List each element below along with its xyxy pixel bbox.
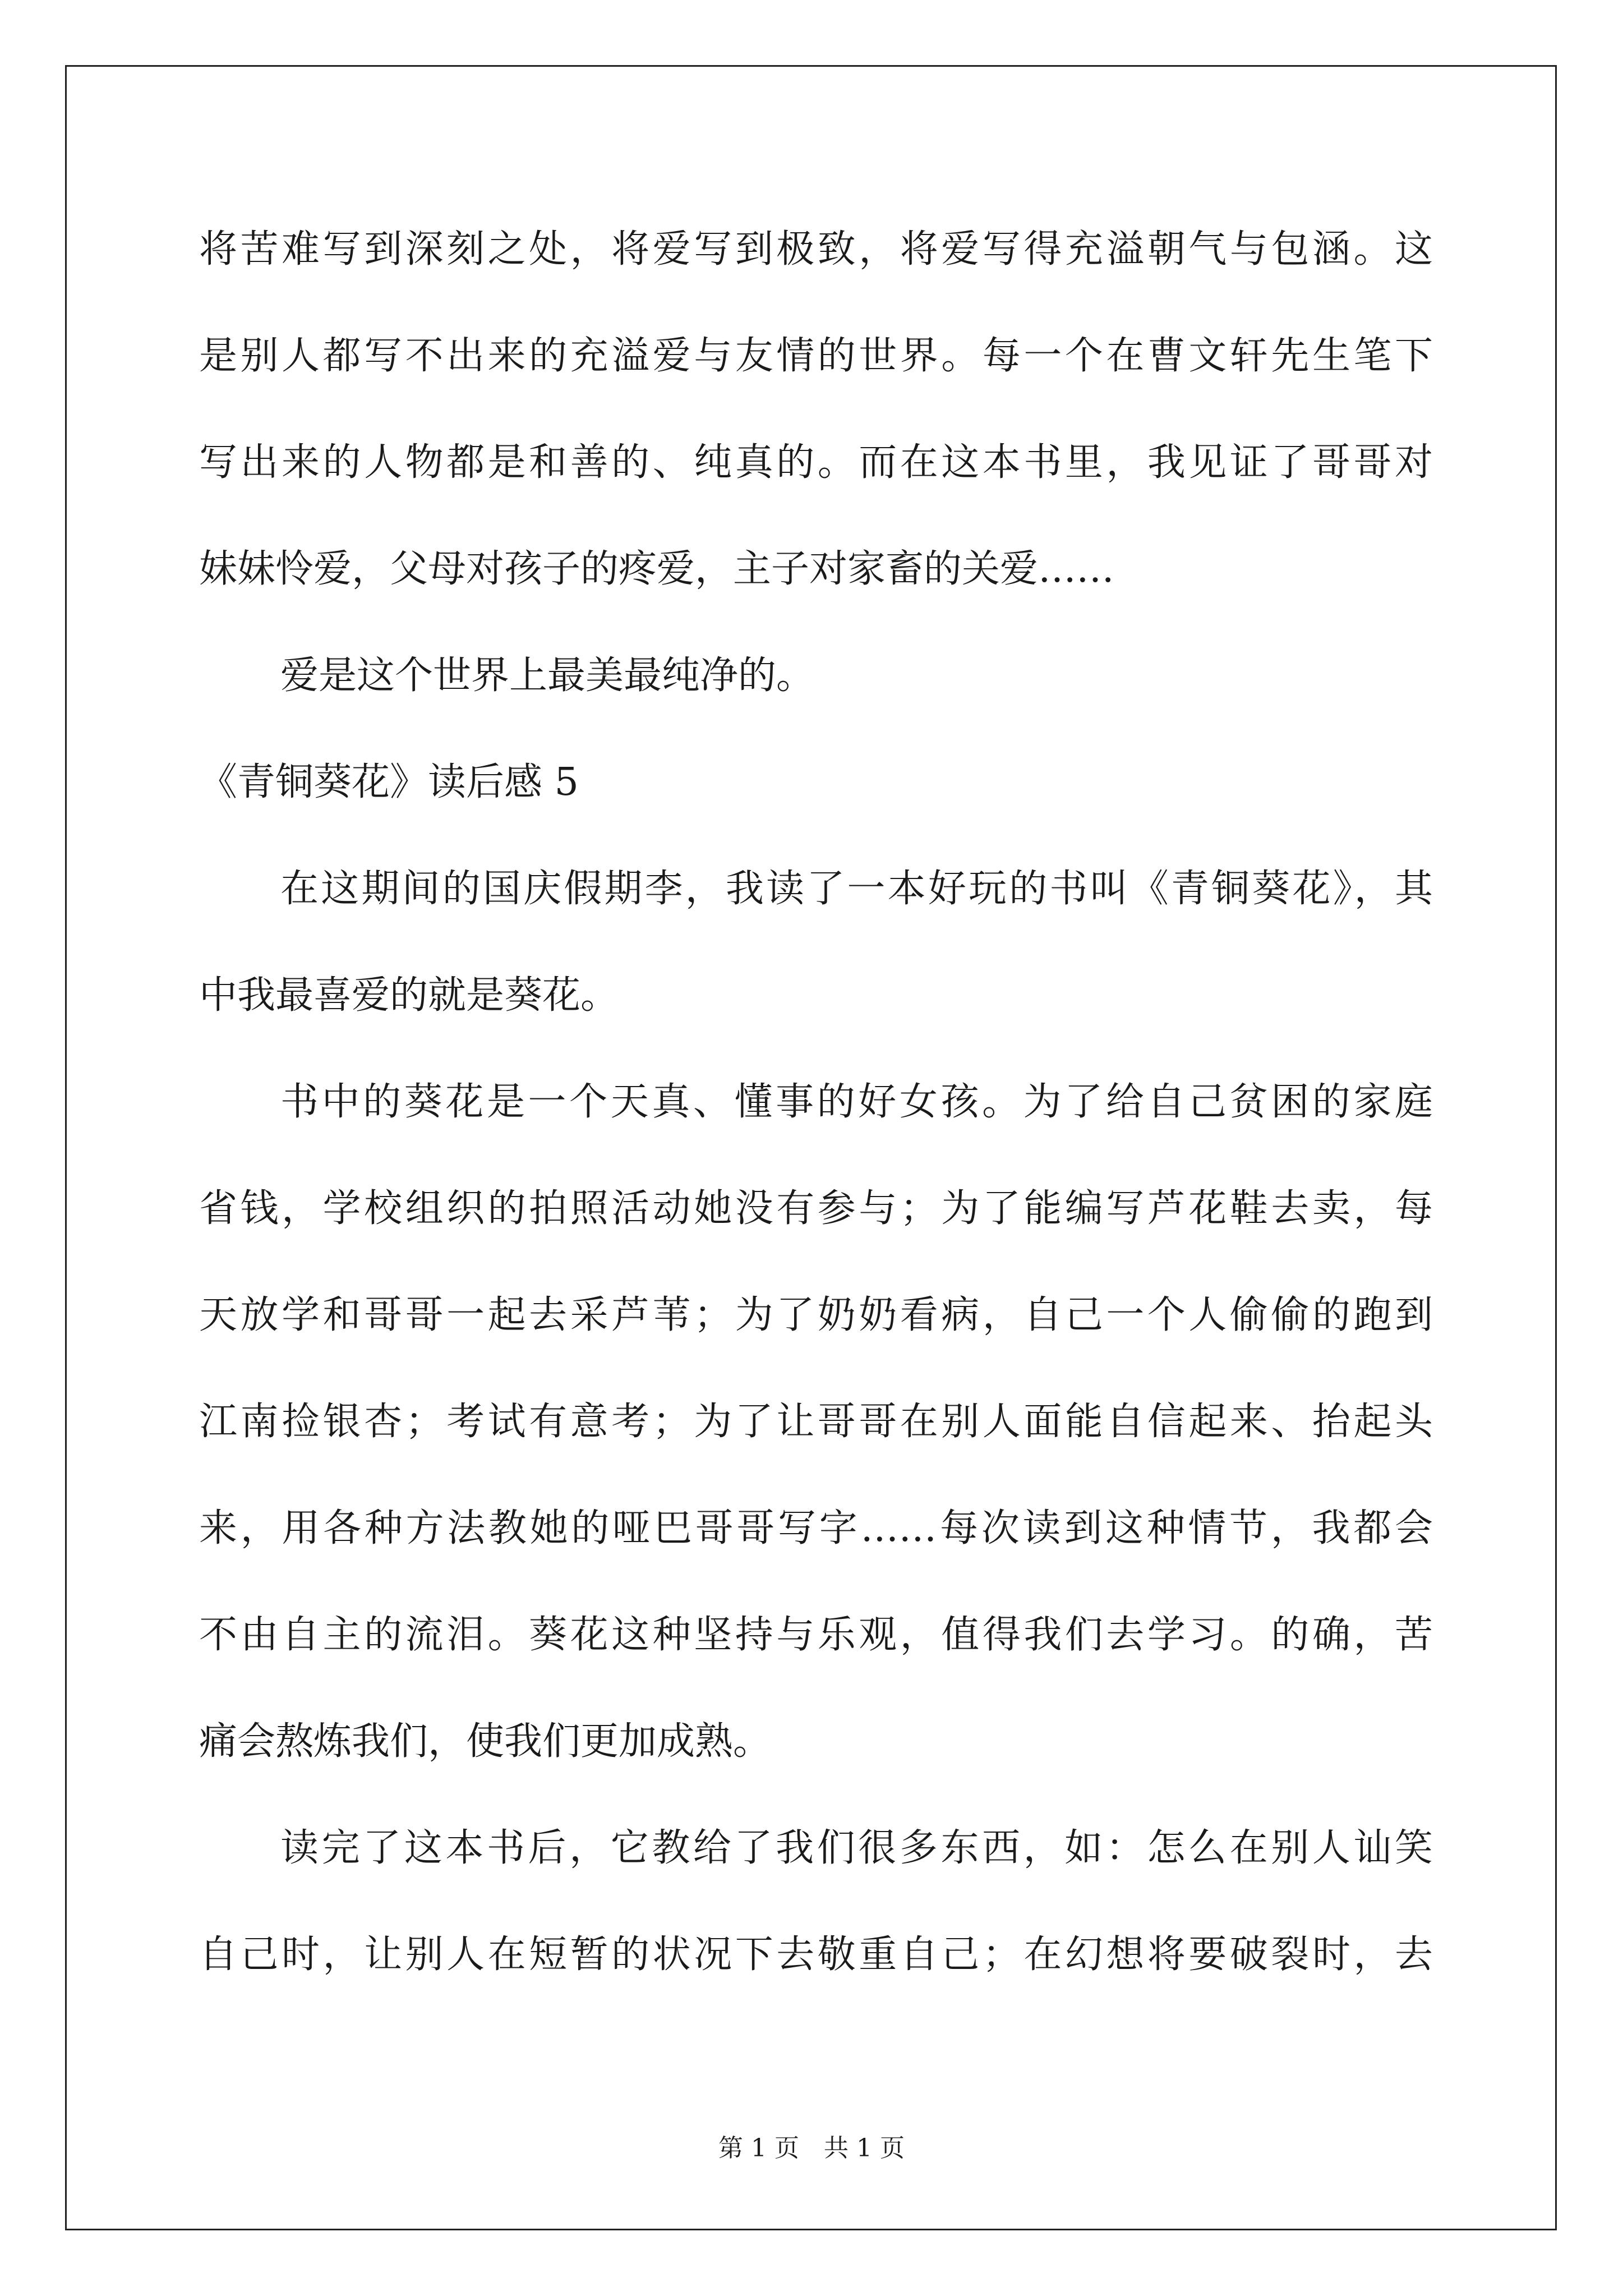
section-heading: 《青铜葵花》读后感 5 xyxy=(199,760,579,804)
paragraph-line: 书中的葵花是一个天真、懂事的好女孩。为了给自己贫困的家庭 xyxy=(280,1080,1433,1124)
paragraph-line: 天放学和哥哥一起去采芦苇；为了奶奶看病，自己一个人偷偷的跑到 xyxy=(199,1293,1433,1337)
paragraph-line: 自己时，让别人在短暂的状况下去敬重自己；在幻想将要破裂时，去 xyxy=(199,1932,1433,1977)
paragraph-line: 妹妹怜爱，父母对孩子的疼爱，主子对家畜的关爱…… xyxy=(199,547,1115,591)
paragraph-line: 是别人都写不出来的充溢爱与友情的世界。每一个在曹文轩先生笔下 xyxy=(199,334,1433,378)
page-border xyxy=(65,65,1557,2230)
paragraph-line: 不由自主的流泪。葵花这种坚持与乐观，值得我们去学习。的确，苦 xyxy=(199,1613,1433,1657)
paragraph-line: 读完了这本书后，它教给了我们很多东西，如：怎么在别人讪笑 xyxy=(280,1826,1433,1870)
paragraph-line: 将苦难写到深刻之处，将爱写到极致，将爱写得充溢朝气与包涵。这 xyxy=(199,227,1433,272)
paragraph-line: 省钱，学校组织的拍照活动她没有参与；为了能编写芦花鞋去卖，每 xyxy=(199,1186,1433,1231)
page-footer: 第 1 页 共 1 页 xyxy=(718,2134,905,2162)
paragraph-line: 爱是这个世界上最美最纯净的。 xyxy=(280,654,815,698)
paragraph-line: 中我最喜爱的就是葵花。 xyxy=(199,973,619,1018)
paragraph-line: 江南捡银杏；考试有意考；为了让哥哥在别人面能自信起来、抬起头 xyxy=(199,1400,1433,1444)
paragraph-line: 来，用各种方法教她的哑巴哥哥写字……每次读到这种情节，我都会 xyxy=(199,1506,1433,1550)
paragraph-line: 写出来的人物都是和善的、纯真的。而在这本书里，我见证了哥哥对 xyxy=(199,440,1433,485)
paragraph-line: 在这期间的国庆假期李，我读了一本好玩的书叫《青铜葵花》，其 xyxy=(280,867,1433,911)
paragraph-line: 痛会熬炼我们，使我们更加成熟。 xyxy=(199,1719,772,1764)
